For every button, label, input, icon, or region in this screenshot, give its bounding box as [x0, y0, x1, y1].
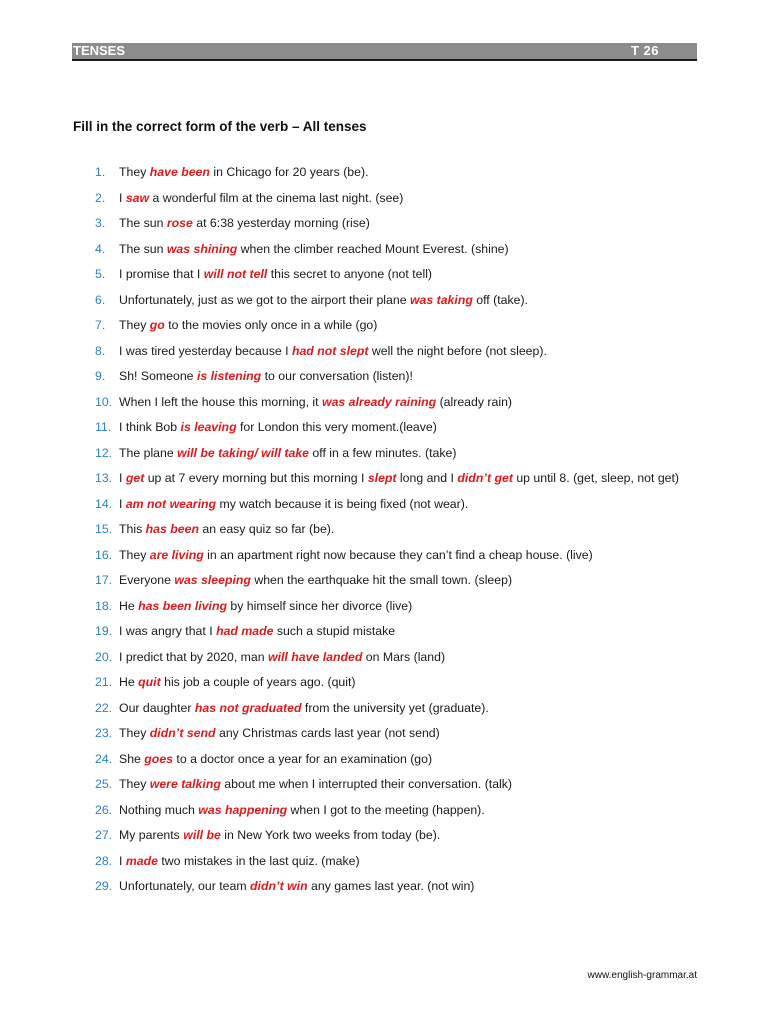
sentence-text: to a doctor once a year for an examination (go): [173, 751, 433, 766]
sentence-text: from the university yet (graduate).: [301, 700, 489, 715]
answer-text: had made: [216, 624, 274, 638]
exercise-item: [95, 190, 695, 208]
item-number: 5.: [95, 267, 106, 281]
answer-text: have been: [149, 165, 210, 179]
exercise-item: [95, 547, 695, 565]
item-number: 11.: [95, 420, 112, 434]
answer-text: was already raining: [322, 394, 437, 409]
exercise-item: [95, 266, 695, 284]
answer-text: had not slept: [291, 343, 369, 358]
sentence-text: in New York two weeks from today (be).: [220, 828, 441, 842]
exercise-item: [95, 521, 695, 539]
sentence-text: when I got to the meeting (happen).: [287, 802, 485, 817]
item-number: 4.: [95, 241, 106, 256]
sentence-text: this secret to anyone (not tell): [267, 267, 433, 281]
item-number: 14.: [95, 496, 113, 511]
sentence-text: I: [119, 471, 126, 485]
sentence-text: The plane: [119, 445, 178, 460]
answer-text: saw: [125, 190, 150, 205]
answer-text: go: [149, 318, 165, 332]
answer-text: was happening: [198, 802, 288, 817]
exercise-item: [95, 292, 695, 310]
sentence-text: The sun: [119, 216, 167, 230]
answer-text: is listening: [196, 369, 262, 383]
sentence-text: long and I: [396, 471, 458, 485]
sentence-text: well the night before (not sleep).: [368, 343, 547, 358]
item-number: 24.: [95, 751, 113, 766]
sentence-text: about me when I interrupted their conversation. (talk): [220, 777, 513, 791]
sentence-text: to our conversation (listen)!: [261, 369, 413, 383]
sentence-text: The sun: [119, 241, 167, 256]
item-number: 19.: [95, 624, 113, 638]
sentence-text: They: [119, 777, 150, 791]
answer-text: will be: [183, 828, 221, 842]
sentence-text: They: [119, 165, 150, 179]
item-number: 23.: [95, 726, 113, 740]
sentence-text: She: [119, 751, 145, 766]
answer-text: has been living: [138, 598, 227, 613]
answer-text: rose: [166, 216, 193, 230]
answer-text: quit: [138, 675, 161, 689]
answer-text: is leaving: [180, 420, 237, 434]
item-number: 7.: [95, 318, 106, 332]
exercise-item: [95, 368, 695, 386]
answer-text: didn’t get: [457, 471, 513, 485]
item-number: 3.: [95, 216, 106, 230]
header-bar: [72, 43, 697, 61]
sentence-text: This: [119, 522, 146, 536]
sentence-text: a wonderful film at the cinema last night. (see): [149, 190, 404, 205]
exercise-item: [95, 674, 695, 692]
item-number: 10.: [95, 394, 113, 409]
answer-text: will be taking/ will take: [177, 445, 310, 460]
item-number: 13.: [95, 471, 113, 485]
section-label: TENSES: [73, 43, 126, 58]
sentence-text: two mistakes in the last quiz. (make): [157, 853, 360, 868]
item-number: 21.: [95, 675, 113, 689]
sentence-text: I: [119, 853, 126, 868]
sentence-text: his job a couple of years ago. (quit): [160, 675, 356, 689]
sentence-text: in Chicago for 20 years (be).: [209, 165, 369, 179]
exercise-item: [95, 700, 695, 718]
sentence-text: I predict that by 2020, man: [119, 649, 269, 664]
sentence-text: in an apartment right now because they can’t find a cheap house. (live): [203, 547, 593, 562]
exercise-item: [95, 572, 695, 590]
exercise-item: [95, 878, 695, 896]
exercise-item: [95, 241, 695, 259]
sentence-text: up until 8. (get, sleep, not get): [512, 471, 680, 485]
item-number: 28.: [95, 853, 113, 868]
item-number: 9.: [95, 369, 106, 383]
sentence-text: Everyone: [119, 573, 175, 587]
sentence-text: Unfortunately, our team: [119, 879, 251, 893]
sentence-text: such a stupid mistake: [273, 624, 396, 638]
sentence-text: off in a few minutes. (take): [309, 445, 457, 460]
sentence-text: on Mars (land): [362, 649, 446, 664]
answer-text: slept: [367, 471, 397, 485]
item-number: 27.: [95, 828, 113, 842]
exercise-item: [95, 751, 695, 769]
sentence-text: I was tired yesterday because I: [119, 343, 292, 358]
item-number: 18.: [95, 598, 113, 613]
answer-text: were talking: [149, 777, 221, 791]
exercise-item: [95, 725, 695, 743]
sentence-text: My parents: [119, 828, 184, 842]
exercise-item: [95, 853, 695, 871]
sentence-text: an easy quiz so far (be).: [198, 522, 335, 536]
sentence-text: any Christmas cards last year (not send): [215, 726, 440, 740]
exercise-item: [95, 343, 695, 361]
answer-text: get: [125, 471, 145, 485]
item-number: 29.: [95, 879, 113, 893]
sentence-text: I think Bob: [119, 420, 181, 434]
sentence-text: any games last year. (not win): [307, 879, 475, 893]
sentence-text: to the movies only once in a while (go): [164, 318, 378, 332]
exercise-item: [95, 215, 695, 233]
sentence-text: by himself since her divorce (live): [226, 598, 413, 613]
exercise-item: [95, 445, 695, 463]
exercise-item: [95, 776, 695, 794]
sentence-text: Sh! Someone: [119, 369, 197, 383]
answer-text: goes: [144, 751, 173, 766]
answer-text: am not wearing: [125, 496, 217, 511]
item-number: 25.: [95, 777, 113, 791]
sentence-text: Nothing much: [119, 802, 199, 817]
answer-text: was taking: [409, 292, 473, 307]
sentence-text: Unfortunately, just as we got to the airport their plane: [119, 292, 410, 307]
sentence-text: (already rain): [436, 394, 513, 409]
exercise-item: [95, 496, 695, 514]
sentence-text: up at 7 every morning but this morning I: [144, 471, 368, 485]
item-number: 6.: [95, 292, 106, 307]
exercise-item: [95, 317, 695, 335]
exercise-item: [95, 394, 695, 412]
answer-text: are living: [149, 547, 204, 562]
page-title: Fill in the correct form of the verb – All tenses: [73, 119, 367, 134]
item-number: 12.: [95, 445, 113, 460]
item-number: 2.: [95, 190, 106, 205]
exercise-item: [95, 419, 695, 437]
answer-text: was sleeping: [174, 573, 251, 587]
sentence-text: They: [119, 318, 150, 332]
sentence-text: my watch because it is being fixed (not wear).: [216, 496, 469, 511]
item-number: 8.: [95, 343, 106, 358]
sentence-text: I: [119, 496, 126, 511]
item-number: 15.: [95, 522, 113, 536]
exercise-item: [95, 802, 695, 820]
sentence-text: They: [119, 726, 150, 740]
sentence-text: for London this very moment.(leave): [236, 420, 437, 434]
sentence-text: I: [119, 190, 126, 205]
exercise-item: [95, 164, 695, 182]
answer-text: has been: [145, 522, 199, 536]
answer-text: will have landed: [268, 649, 363, 664]
item-number: 17.: [95, 573, 113, 587]
footer-url: www.english-grammar.at: [587, 970, 697, 981]
exercise-item: [95, 623, 695, 641]
answer-text: made: [125, 853, 158, 868]
sentence-text: When I left the house this morning, it: [119, 394, 323, 409]
sentence-text: off (take).: [472, 292, 528, 307]
item-number: 26.: [95, 802, 113, 817]
item-number: 16.: [95, 547, 113, 562]
sentence-text: at 6:38 yesterday morning (rise): [192, 216, 370, 230]
sentence-text: when the earthquake hit the small town. (sleep): [250, 573, 513, 587]
exercise-item: [95, 649, 695, 667]
sentence-text: when the climber reached Mount Everest. (shine): [237, 241, 509, 256]
sentence-text: He: [119, 598, 139, 613]
sentence-text: I was angry that I: [119, 624, 217, 638]
item-number: 20.: [95, 649, 113, 664]
exercise-item: [95, 598, 695, 616]
page-number: T 26: [630, 43, 659, 58]
exercise-item: [95, 827, 695, 845]
exercise-item: [95, 470, 695, 488]
sentence-text: They: [119, 547, 150, 562]
sentence-text: Our daughter: [119, 700, 195, 715]
answer-text: has not graduated: [194, 700, 302, 715]
item-number: 22.: [95, 700, 113, 715]
item-number: 1.: [95, 165, 106, 179]
answer-text: didn’t win: [250, 879, 308, 893]
answer-text: didn’t send: [149, 726, 216, 740]
answer-text: will not tell: [203, 267, 268, 281]
sentence-text: I promise that I: [119, 267, 204, 281]
sentence-text: He: [119, 675, 139, 689]
answer-text: was shining: [166, 241, 238, 256]
exercise-list: [95, 164, 695, 904]
